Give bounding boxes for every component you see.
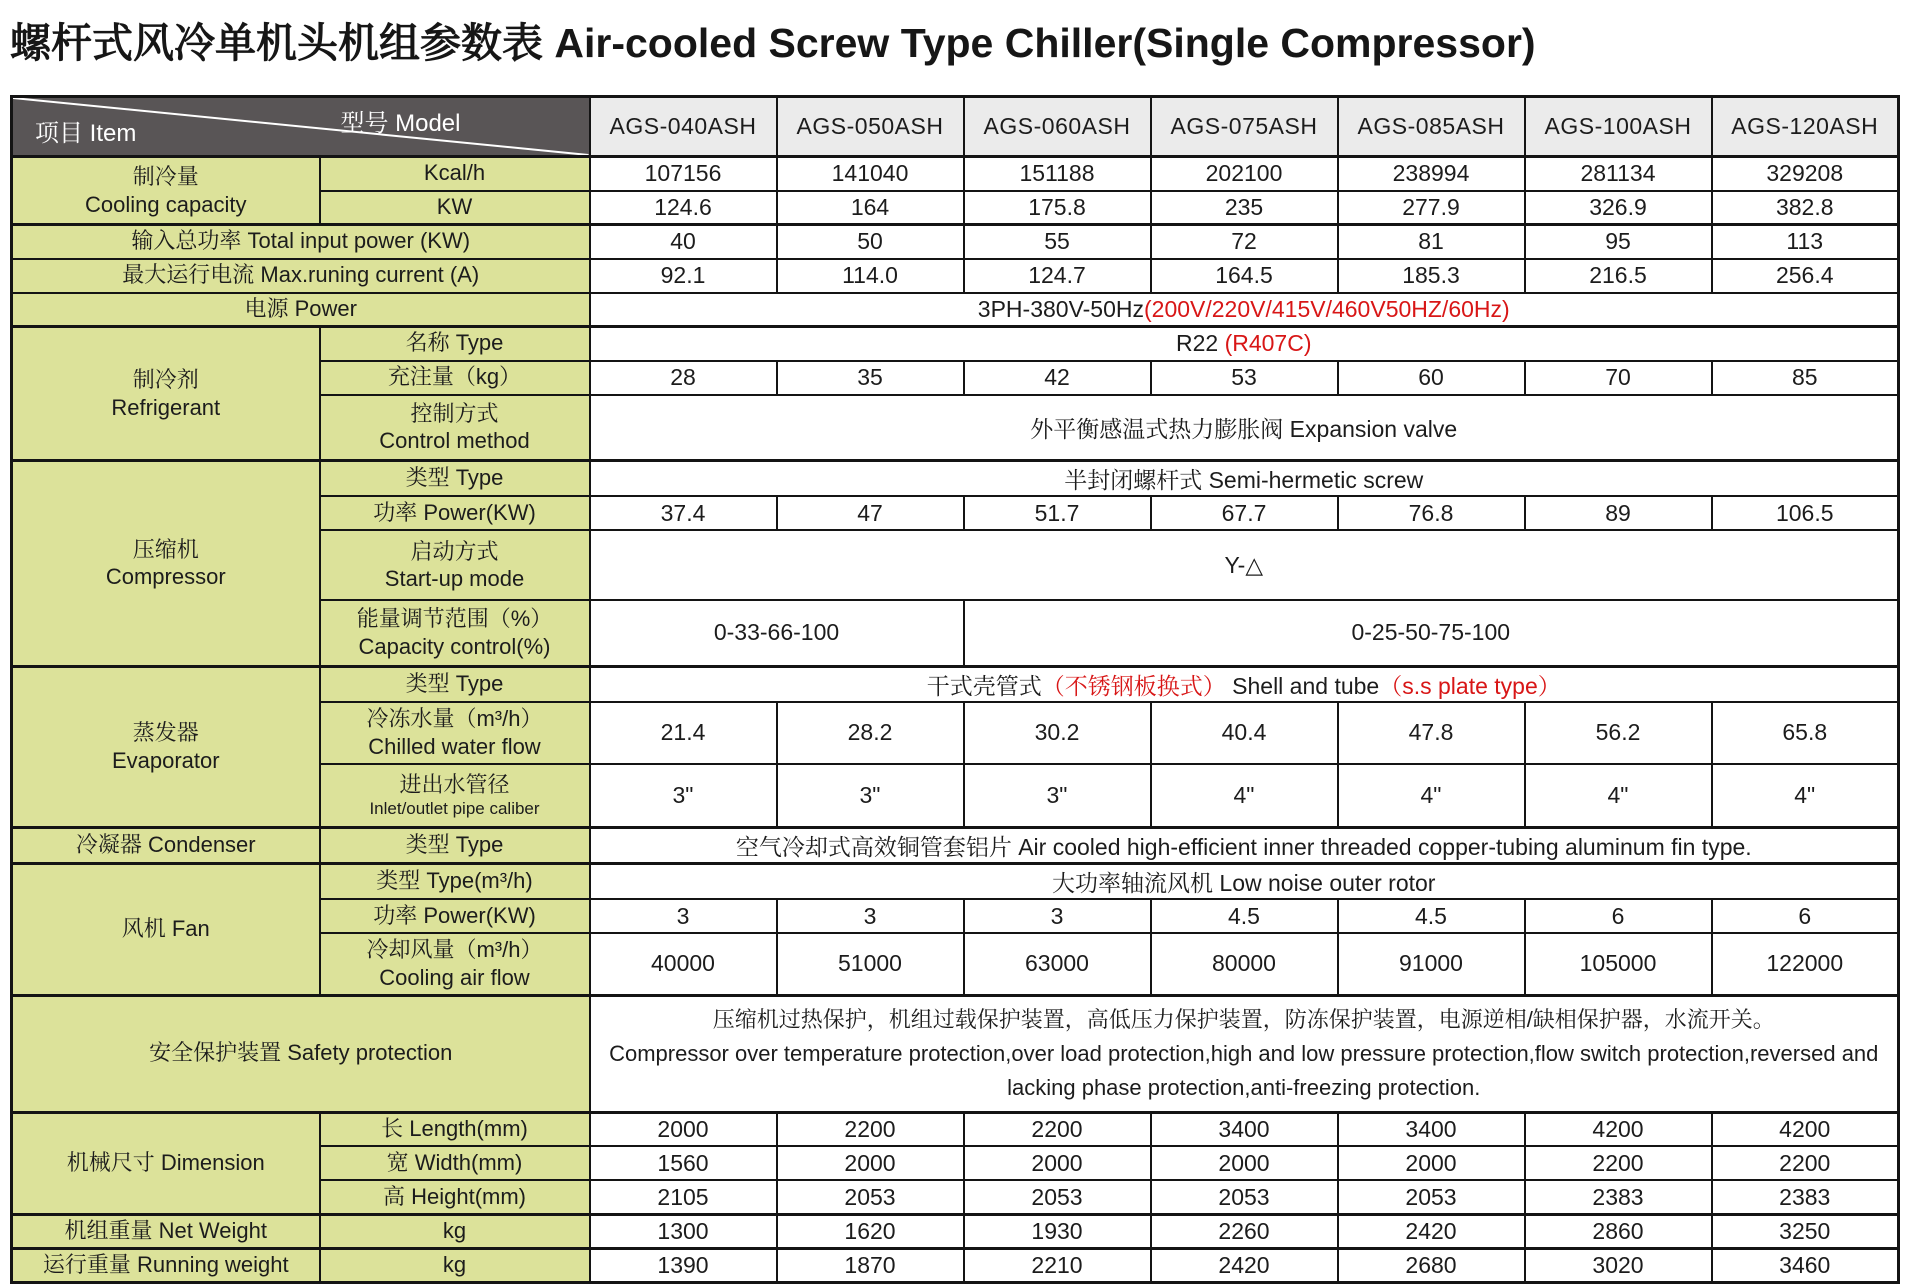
value-cell: 51.7 <box>964 496 1151 530</box>
item-label-en: Compressor <box>105 564 226 590</box>
value-cell-safety <box>590 995 1899 1112</box>
table-row-net-weight <box>12 1214 1899 1248</box>
table-row-max-current <box>12 259 1899 293</box>
value-cell: 3 <box>777 899 964 933</box>
sub-label-cooling-air-flow <box>320 933 590 995</box>
corner-item-label: 项目 Item <box>35 120 137 147</box>
value-cell: 70 <box>1525 361 1712 395</box>
value-cell: 2000 <box>964 1146 1151 1180</box>
value-cell: 107156 <box>590 157 777 191</box>
value-cell: 113 <box>1712 225 1899 259</box>
sub-label-zh: 进出水管径 <box>399 771 510 797</box>
value-cell: 4" <box>1151 764 1338 828</box>
table-row-refrigerant-type <box>12 327 1899 361</box>
item-label-dimension: 机械尺寸 Dimension <box>12 1112 320 1214</box>
power-supply-value-red: (200V/220V/415V/460V50HZ/60Hz) <box>1144 295 1510 322</box>
value-cell: 2053 <box>1338 1180 1525 1214</box>
value-cell: 238994 <box>1338 157 1525 191</box>
sub-label-compressor-type: 类型 Type <box>320 461 590 497</box>
sub-label-en: Chilled water flow <box>368 733 541 759</box>
model-header: AGS-100ASH <box>1525 97 1712 157</box>
value-cell: 2053 <box>1151 1180 1338 1214</box>
value-cell: 72 <box>1151 225 1338 259</box>
value-cell-fan-type: 大功率轴流风机 Low noise outer rotor <box>590 864 1899 900</box>
value-cell: 326.9 <box>1525 191 1712 225</box>
value-cell: 114.0 <box>777 259 964 293</box>
item-label-en: Cooling capacity <box>85 191 247 217</box>
value-cell: 1300 <box>590 1214 777 1248</box>
value-cell: 235 <box>1151 191 1338 225</box>
value-cell: 2383 <box>1525 1180 1712 1214</box>
power-supply-value: 3PH-380V-50Hz <box>977 295 1144 322</box>
table-row-header <box>12 97 1899 157</box>
corner-model-label: 型号 Model <box>340 110 461 137</box>
value-cell: 281134 <box>1525 157 1712 191</box>
value-cell: 2200 <box>777 1112 964 1146</box>
value-cell: 37.4 <box>590 496 777 530</box>
value-cell: 3250 <box>1712 1214 1899 1248</box>
value-cell: 4" <box>1525 764 1712 828</box>
value-cell: 2200 <box>964 1112 1151 1146</box>
value-cell: 3 <box>964 899 1151 933</box>
value-cell: 60 <box>1338 361 1525 395</box>
value-cell: 91000 <box>1338 933 1525 995</box>
value-cell: 3" <box>777 764 964 828</box>
model-header: AGS-050ASH <box>777 97 964 157</box>
value-cell: 4200 <box>1525 1112 1712 1146</box>
item-label-safety: 安全保护装置 Safety protection <box>12 995 590 1112</box>
value-cell: 85 <box>1712 361 1899 395</box>
sub-label-startup-mode <box>320 530 590 600</box>
value-cell: 53 <box>1151 361 1338 395</box>
model-header: AGS-085ASH <box>1338 97 1525 157</box>
value-cell: 2420 <box>1151 1248 1338 1282</box>
sub-label-fan-power: 功率 Power(KW) <box>320 899 590 933</box>
value-cell: 175.8 <box>964 191 1151 225</box>
sub-label-net-weight-unit: kg <box>320 1214 590 1248</box>
sub-label-charge: 充注量（kg） <box>320 361 590 395</box>
value-cell: 124.7 <box>964 259 1151 293</box>
value-cell: 40000 <box>590 933 777 995</box>
value-cell: 2000 <box>590 1112 777 1146</box>
evap-type-zh: 干式壳管式 <box>926 672 1042 699</box>
value-cell: 89 <box>1525 496 1712 530</box>
value-cell: 3460 <box>1712 1248 1899 1282</box>
value-cell: 3" <box>964 764 1151 828</box>
sub-label-capacity-control <box>320 600 590 666</box>
value-cell-capacity-large: 0-25-50-75-100 <box>964 600 1899 666</box>
corner-cell <box>12 97 590 157</box>
value-cell-compressor-type: 半封闭螺杆式 Semi-hermetic screw <box>590 461 1899 497</box>
sub-label-zh: 能量调节范围（%） <box>356 606 553 632</box>
value-cell: 2860 <box>1525 1214 1712 1248</box>
value-cell: 2000 <box>1151 1146 1338 1180</box>
item-label-power-supply: 电源 Power <box>12 293 590 327</box>
sub-label-running-weight-unit: kg <box>320 1248 590 1282</box>
refrigerant-type-value: R22 <box>1175 330 1219 357</box>
safety-text-zh: 压缩机过热保护，机组过载保护装置，高低压力保护装置，防冻保护装置，电源逆相/缺相保护器，水流开关。 <box>712 1006 1775 1032</box>
value-cell: 2200 <box>1712 1146 1899 1180</box>
value-cell: 30.2 <box>964 702 1151 764</box>
sub-label-en: Capacity control(%) <box>358 633 551 659</box>
value-cell: 21.4 <box>590 702 777 764</box>
sub-label-length: 长 Length(mm) <box>320 1112 590 1146</box>
sub-label-fan-type: 类型 Type(m³/h) <box>320 864 590 900</box>
value-cell: 51000 <box>777 933 964 995</box>
value-cell: 202100 <box>1151 157 1338 191</box>
item-label-compressor <box>12 461 320 667</box>
sub-label-kcal: Kcal/h <box>320 157 590 191</box>
item-label-refrigerant <box>12 327 320 461</box>
value-cell: 1560 <box>590 1146 777 1180</box>
model-header: AGS-060ASH <box>964 97 1151 157</box>
value-cell: 2260 <box>1151 1214 1338 1248</box>
model-header: AGS-040ASH <box>590 97 777 157</box>
item-label-zh: 制冷量 <box>132 164 199 189</box>
table-row-length <box>12 1112 1899 1146</box>
value-cell: 151188 <box>964 157 1151 191</box>
evap-type-en: Shell and tube <box>1232 672 1380 699</box>
item-label-running-weight: 运行重量 Running weight <box>12 1248 320 1282</box>
model-header: AGS-075ASH <box>1151 97 1338 157</box>
value-cell-control-method: 外平衡感温式热力膨胀阀 Expansion valve <box>590 395 1899 461</box>
item-label-net-weight: 机组重量 Net Weight <box>12 1214 320 1248</box>
value-cell: 277.9 <box>1338 191 1525 225</box>
value-cell: 35 <box>777 361 964 395</box>
sub-label-width: 宽 Width(mm) <box>320 1146 590 1180</box>
value-cell: 382.8 <box>1712 191 1899 225</box>
sub-label-en: Cooling air flow <box>379 964 530 990</box>
table-row-safety <box>12 995 1899 1112</box>
value-cell-power-supply <box>590 293 1899 327</box>
evap-type-zh-red: （不锈钢板换式） <box>1041 672 1226 699</box>
value-cell: 4" <box>1338 764 1525 828</box>
item-label-fan: 风机 Fan <box>12 864 320 996</box>
spec-table <box>10 95 1900 1284</box>
value-cell: 28 <box>590 361 777 395</box>
value-cell: 50 <box>777 225 964 259</box>
sub-label-chilled-water-flow <box>320 702 590 764</box>
sub-label-en: Control method <box>379 428 530 454</box>
value-cell: 67.7 <box>1151 496 1338 530</box>
evap-type-en-red: （s.s plate type） <box>1379 672 1561 699</box>
value-cell: 3020 <box>1525 1248 1712 1282</box>
safety-text-en: Compressor over temperature protection,over load protection,high and low pressure protection,flow switch protection,reversed and lacking phase protection,anti-freezing protection. <box>609 1040 1879 1100</box>
value-cell: 2000 <box>777 1146 964 1180</box>
value-cell: 2000 <box>1338 1146 1525 1180</box>
value-cell: 1620 <box>777 1214 964 1248</box>
item-label-en: Refrigerant <box>111 394 221 420</box>
value-cell: 6 <box>1712 899 1899 933</box>
value-cell: 1390 <box>590 1248 777 1282</box>
value-cell: 92.1 <box>590 259 777 293</box>
value-cell: 329208 <box>1712 157 1899 191</box>
value-cell: 2053 <box>777 1180 964 1214</box>
table-row-input-power <box>12 225 1899 259</box>
value-cell: 56.2 <box>1525 702 1712 764</box>
value-cell: 81 <box>1338 225 1525 259</box>
sub-label-compressor-power: 功率 Power(KW) <box>320 496 590 530</box>
table-row-power-supply <box>12 293 1899 327</box>
value-cell: 164.5 <box>1151 259 1338 293</box>
value-cell: 47 <box>777 496 964 530</box>
item-label-input-power: 输入总功率 Total input power (KW) <box>12 225 590 259</box>
value-cell: 1870 <box>777 1248 964 1282</box>
value-cell: 3 <box>590 899 777 933</box>
sub-label-kw: KW <box>320 191 590 225</box>
item-label-zh: 制冷剂 <box>132 367 199 392</box>
value-cell: 106.5 <box>1712 496 1899 530</box>
item-label-en: Evaporator <box>111 747 220 773</box>
sub-label-zh: 启动方式 <box>410 538 499 564</box>
value-cell: 47.8 <box>1338 702 1525 764</box>
value-cell: 2053 <box>964 1180 1151 1214</box>
value-cell-capacity-small: 0-33-66-100 <box>590 600 964 666</box>
value-cell: 3400 <box>1338 1112 1525 1146</box>
value-cell-startup-mode: Y-△ <box>590 530 1899 600</box>
value-cell: 4200 <box>1712 1112 1899 1146</box>
refrigerant-type-value-red: (R407C) <box>1224 330 1312 357</box>
value-cell: 124.6 <box>590 191 777 225</box>
value-cell: 105000 <box>1525 933 1712 995</box>
value-cell: 2420 <box>1338 1214 1525 1248</box>
item-label-cooling <box>12 157 320 225</box>
sub-label-en: Inlet/outlet pipe caliber <box>369 799 540 819</box>
sub-label-evaporator-type: 类型 Type <box>320 666 590 702</box>
model-header: AGS-120ASH <box>1712 97 1899 157</box>
sub-label-en: Start-up mode <box>384 566 525 591</box>
sub-label-zh: 冷冻水量（m³/h） <box>366 706 543 731</box>
value-cell: 6 <box>1525 899 1712 933</box>
value-cell: 2383 <box>1712 1180 1899 1214</box>
value-cell: 1930 <box>964 1214 1151 1248</box>
value-cell: 42 <box>964 361 1151 395</box>
value-cell: 95 <box>1525 225 1712 259</box>
table-row-compressor-type <box>12 461 1899 497</box>
value-cell-refrigerant-type <box>590 327 1899 361</box>
value-cell: 63000 <box>964 933 1151 995</box>
value-cell: 4" <box>1712 764 1899 828</box>
value-cell: 80000 <box>1151 933 1338 995</box>
table-row-running-weight <box>12 1248 1899 1282</box>
value-cell: 141040 <box>777 157 964 191</box>
table-row-condenser <box>12 828 1899 864</box>
value-cell: 256.4 <box>1712 259 1899 293</box>
value-cell: 2680 <box>1338 1248 1525 1282</box>
sub-label-zh: 冷却风量（m³/h） <box>366 937 543 963</box>
value-cell: 2200 <box>1525 1146 1712 1180</box>
value-cell: 40 <box>590 225 777 259</box>
value-cell: 55 <box>964 225 1151 259</box>
sub-label-control-method <box>320 395 590 461</box>
value-cell: 122000 <box>1712 933 1899 995</box>
value-cell: 4.5 <box>1338 899 1525 933</box>
value-cell: 164 <box>777 191 964 225</box>
value-cell: 4.5 <box>1151 899 1338 933</box>
table-row-fan-type <box>12 864 1899 900</box>
value-cell: 76.8 <box>1338 496 1525 530</box>
item-label-max-current: 最大运行电流 Max.runing current (A) <box>12 259 590 293</box>
value-cell: 28.2 <box>777 702 964 764</box>
item-label-evaporator <box>12 666 320 828</box>
value-cell-condenser-type: 空气冷却式高效铜管套铝片 Air cooled high-efficient inner threaded copper-tubing aluminum fin type. <box>590 828 1899 864</box>
value-cell: 40.4 <box>1151 702 1338 764</box>
value-cell: 3400 <box>1151 1112 1338 1146</box>
item-label-zh: 压缩机 <box>132 536 199 562</box>
table-row-cooling-kcal <box>12 157 1899 191</box>
value-cell: 65.8 <box>1712 702 1899 764</box>
page-title: 螺杆式风冷单机头机组参数表 Air-cooled Screw Type Chiller(Single Compressor) <box>10 20 1536 66</box>
value-cell: 2210 <box>964 1248 1151 1282</box>
value-cell: 185.3 <box>1338 259 1525 293</box>
value-cell: 3" <box>590 764 777 828</box>
value-cell: 216.5 <box>1525 259 1712 293</box>
sub-label-height: 高 Height(mm) <box>320 1180 590 1214</box>
sub-label-zh: 控制方式 <box>410 400 499 426</box>
sub-label-refrigerant-type: 名称 Type <box>320 327 590 361</box>
sub-label-pipe-caliber <box>320 764 590 828</box>
value-cell-evaporator-type <box>590 666 1899 702</box>
value-cell: 2105 <box>590 1180 777 1214</box>
item-label-condenser: 冷凝器 Condenser <box>12 828 320 864</box>
table-row-evaporator-type <box>12 666 1899 702</box>
sub-label-condenser-type: 类型 Type <box>320 828 590 864</box>
item-label-zh: 蒸发器 <box>132 720 199 746</box>
